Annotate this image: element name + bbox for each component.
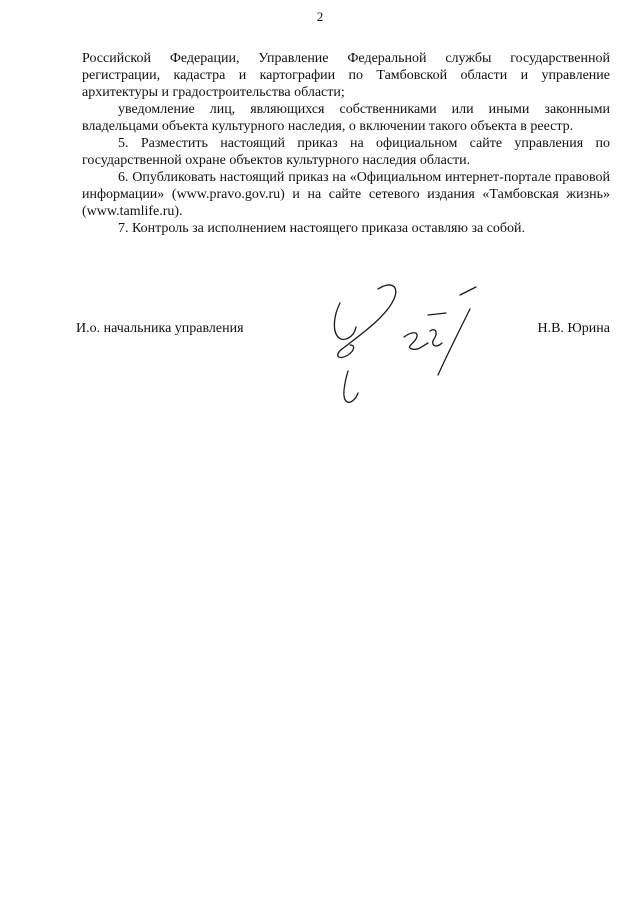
document-body (82, 50, 610, 237)
paragraph-item-7: 7. Контроль за исполнением настоящего приказа оставляю за собой. (118, 221, 526, 236)
paragraph-notification: уведомление лиц, являющихся собственниками или иными законными владельцами объекта культурного наследия, о включении такого объекта в реестр. (82, 102, 610, 134)
paragraph-item-5: 5. Разместить настоящий приказ на официальном сайте управления по государственной охране объектов культурного наследия области. (82, 136, 610, 168)
handwritten-signature (320, 275, 500, 415)
page-number: 2 (316, 9, 324, 24)
paragraph-continuation: Российской Федерации, Управление Федеральной службы государственной регистрации, кадастра и картографии по Тамбовской области и управление архитектуры и градостроительства области; (82, 51, 610, 100)
signer-name: Н.В. Юрина (537, 321, 610, 336)
signer-title: И.о. начальника управления (76, 321, 244, 336)
paragraph-item-6: 6. Опубликовать настоящий приказ на «Официальном интернет-портале правовой информации» (www.pravo.gov.ru) и на сайте сетевого издания «Тамбовская жизнь» (www.tamlife.ru). (82, 170, 610, 219)
